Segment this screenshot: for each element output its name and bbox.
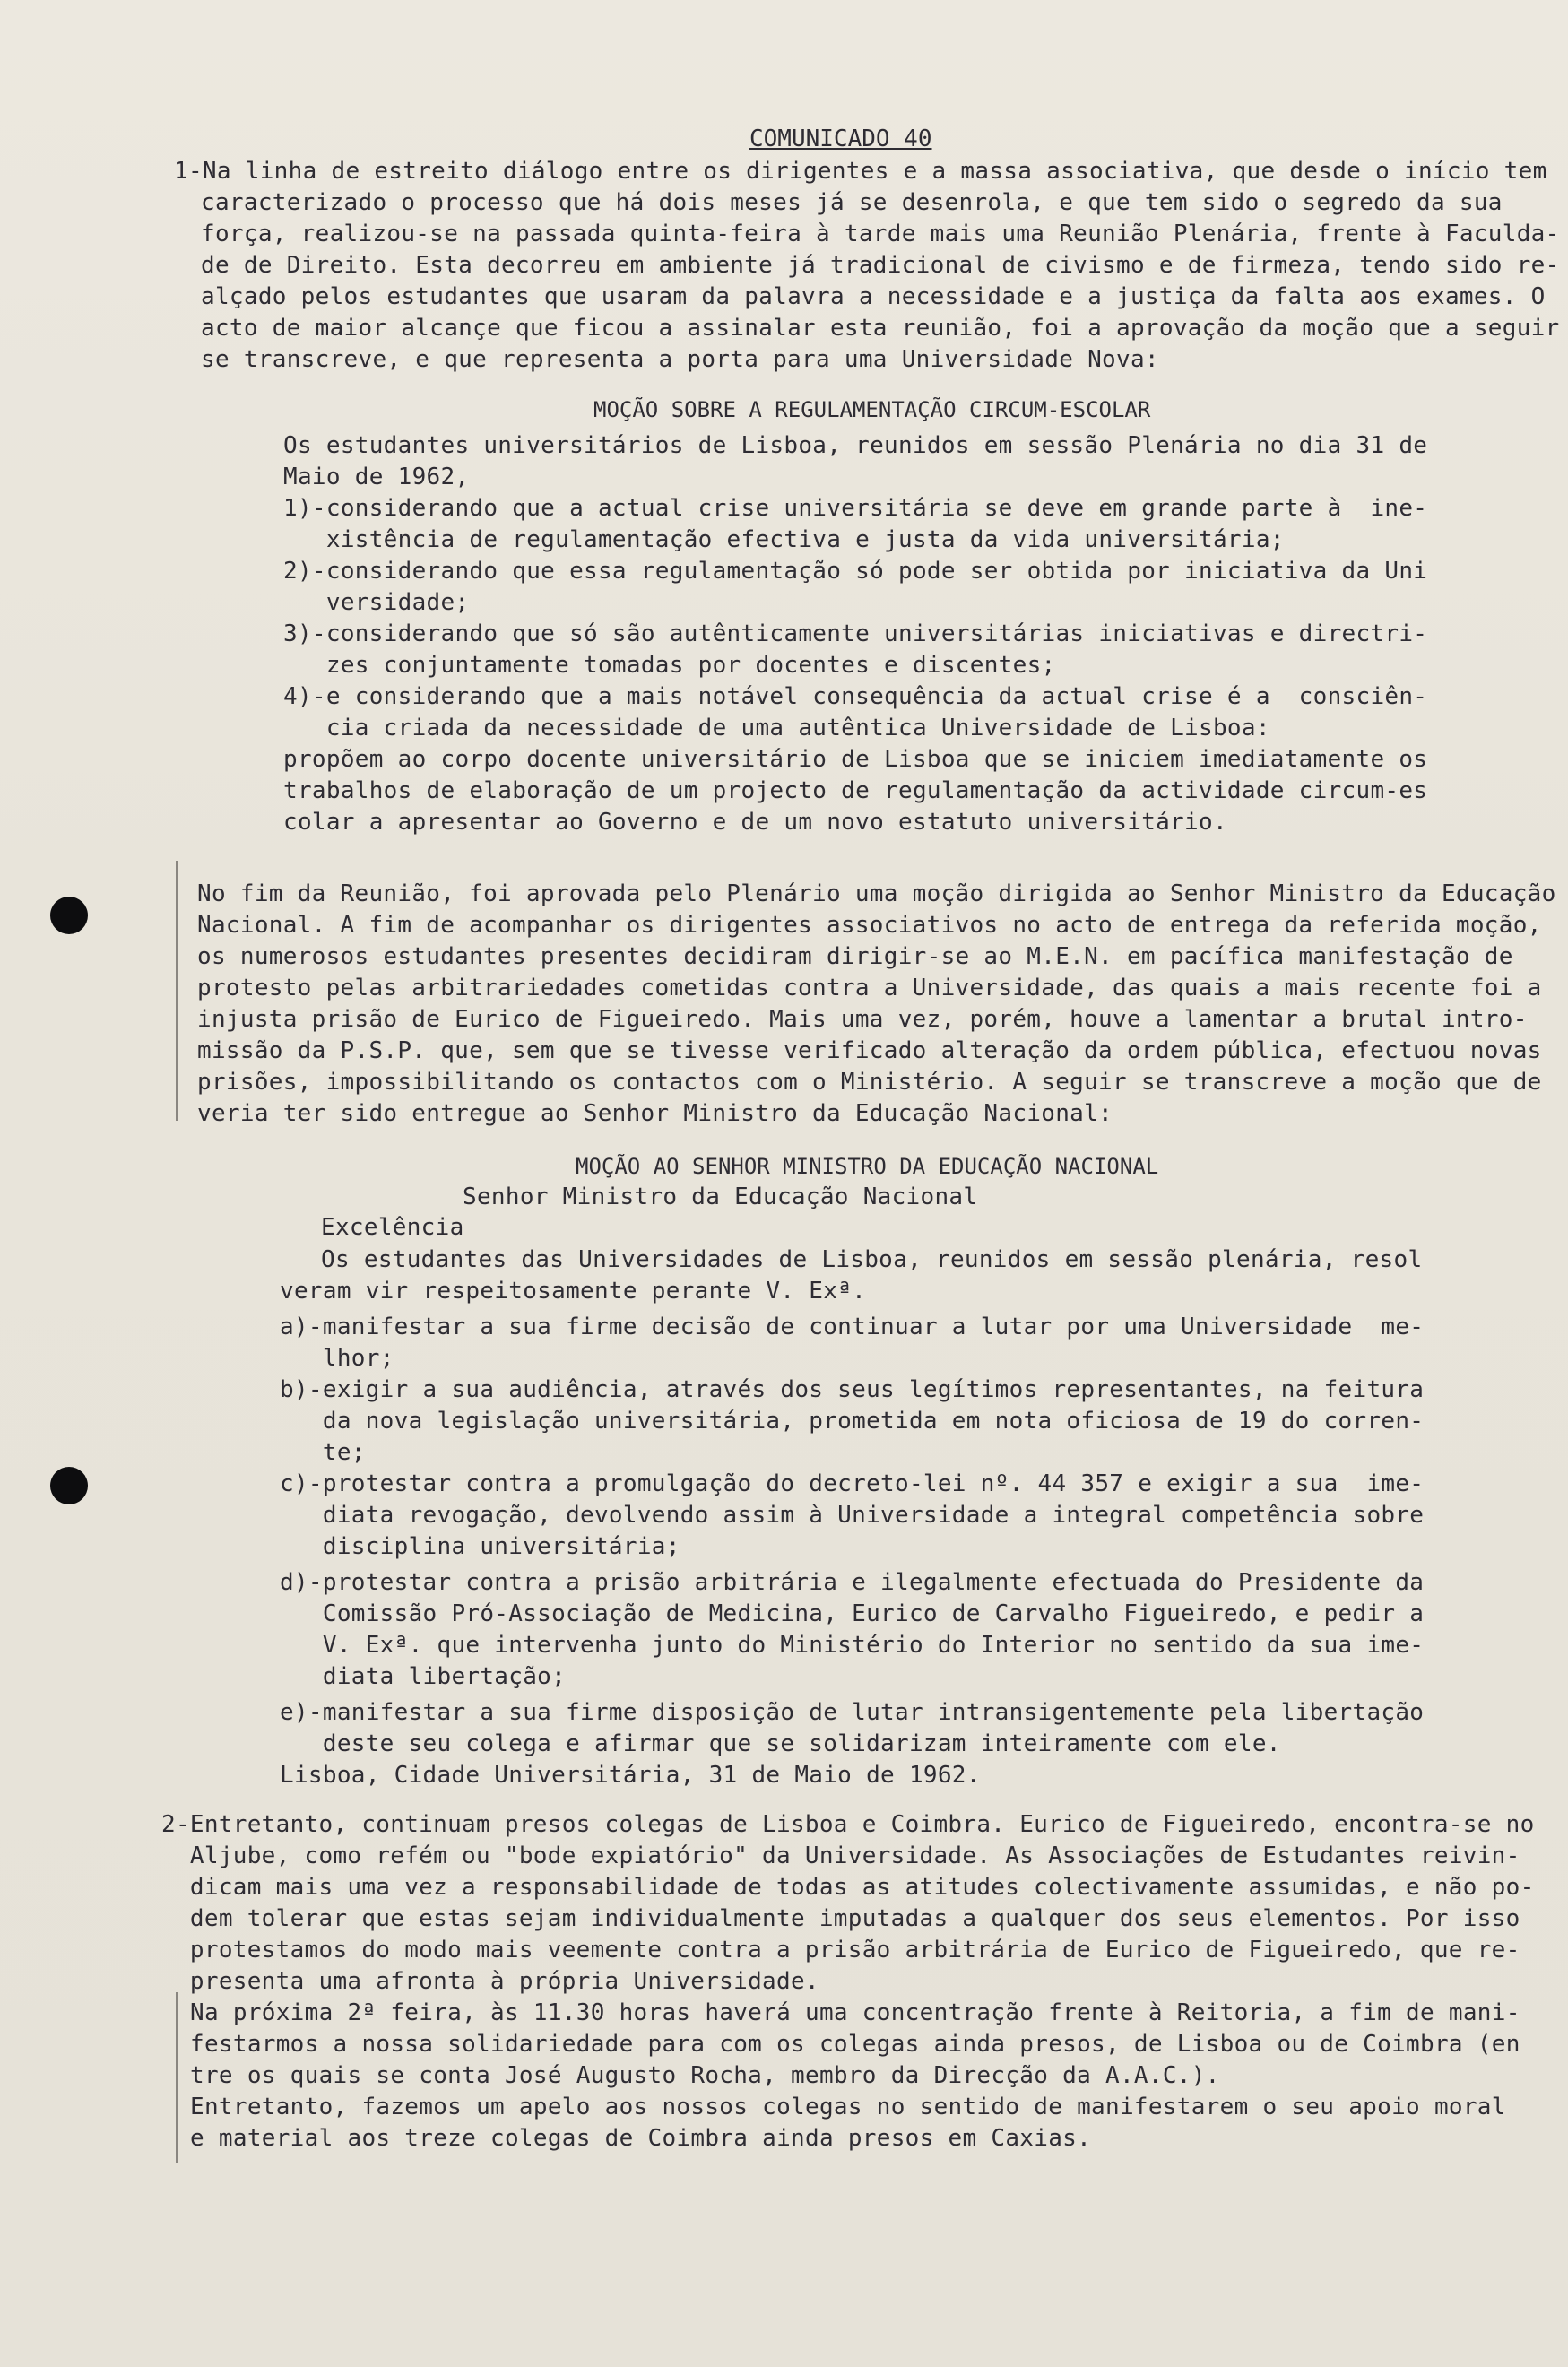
text-line: e material aos treze colegas de Coimbra ainda presos em Caxias. xyxy=(190,2125,1092,2152)
text-line: os numerosos estudantes presentes decidiram dirigir-se ao M.E.N. em pacífica manifestação de xyxy=(197,943,1513,970)
text-line: 2-Entretanto, continuam presos colegas de Lisboa e Coimbra. Eurico de Figueiredo, encontra-se no xyxy=(161,1811,1535,1838)
motion-2-title: MOÇÃO AO SENHOR MINISTRO DA EDUCAÇÃO NACIONAL xyxy=(576,1154,1159,1179)
text-line: caracterizado o processo que há dois meses já se desenrola, e que tem sido o segredo da sua xyxy=(201,189,1503,216)
text-line: tre os quais se conta José Augusto Rocha, membro da Direcção da A.A.C.). xyxy=(190,2062,1220,2089)
text-line: 3)-considerando que só são autênticamente universitárias iniciativas e directri- xyxy=(283,620,1428,647)
margin-mark xyxy=(176,1992,178,2163)
text-line: deste seu colega e afirmar que se solidarizam inteiramente com ele. xyxy=(280,1730,1281,1757)
text-line: festarmos a nossa solidariedade para com os colegas ainda presos, de Lisboa ou de Coimbra (en xyxy=(190,2031,1520,2058)
text-line: a)-manifestar a sua firme decisão de continuar a lutar por uma Universidade me- xyxy=(280,1314,1425,1340)
text-line: missão da P.S.P. que, sem que se tivesse verificado alteração da ordem pública, efectuou novas xyxy=(197,1037,1542,1064)
text-line: protestamos do modo mais veemente contra a prisão arbitrária de Eurico de Figueiredo, que re- xyxy=(161,1937,1520,1964)
text-line: Excelência xyxy=(321,1214,464,1241)
text-line: Lisboa, Cidade Universitária, 31 de Maio de 1962. xyxy=(280,1762,981,1789)
text-line: te; xyxy=(280,1439,366,1466)
text-line: trabalhos de elaboração de um projecto de regulamentação da actividade circum-es xyxy=(283,777,1428,804)
text-line: acto de maior alcançe que ficou a assinalar esta reunião, foi a aprovação da moção que a seguir xyxy=(201,315,1560,342)
text-line: protesto pelas arbitrariedades cometidas contra a Universidade, das quais a mais recente foi a xyxy=(197,975,1542,1001)
text-line: Entretanto, fazemos um apelo aos nossos colegas no sentido de manifestarem o seu apoio moral xyxy=(190,2094,1506,2120)
text-line: força, realizou-se na passada quinta-feira à tarde mais uma Reunião Plenária, frente à Faculda- xyxy=(201,221,1560,247)
margin-mark xyxy=(176,861,178,1121)
text-line: zes conjuntamente tomadas por docentes e discentes; xyxy=(283,652,1056,679)
punch-hole xyxy=(50,897,88,934)
text-line: cia criada da necessidade de uma autêntica Universidade de Lisboa: xyxy=(283,715,1270,741)
text-line: colar a apresentar ao Governo e de um novo estatuto universitário. xyxy=(283,809,1227,836)
text-line: V. Exª. que intervenha junto do Ministério do Interior no sentido da sua ime- xyxy=(280,1632,1425,1659)
text-line: diata revogação, devolvendo assim à Universidade a integral competência sobre xyxy=(280,1502,1425,1529)
text-line: b)-exigir a sua audiência, através dos seus legítimos representantes, na feitura xyxy=(280,1376,1425,1403)
text-line: injusta prisão de Eurico de Figueiredo. Mais uma vez, porém, houve a lamentar a brutal intro- xyxy=(197,1006,1528,1033)
text-line: veram vir respeitosamente perante V. Exª. xyxy=(280,1278,867,1305)
text-line: Os estudantes universitários de Lisboa, reunidos em sessão Plenária no dia 31 de xyxy=(283,432,1428,459)
text-line: xistência de regulamentação efectiva e justa da vida universitária; xyxy=(283,526,1285,553)
text-line: 2)-considerando que essa regulamentação só pode ser obtida por iniciativa da Uni xyxy=(283,558,1428,585)
text-line: se transcreve, e que representa a porta para uma Universidade Nova: xyxy=(201,346,1159,373)
text-line: e)-manifestar a sua firme disposição de lutar intransigentemente pela libertação xyxy=(280,1699,1425,1726)
text-line: Comissão Pró-Associação de Medicina, Eurico de Carvalho Figueiredo, e pedir a xyxy=(280,1600,1425,1627)
text-line: 4)-e considerando que a mais notável consequência da actual crise é a consciên- xyxy=(283,683,1428,710)
motion-1-title: MOÇÃO SOBRE A REGULAMENTAÇÃO CIRCUM-ESCOLAR xyxy=(593,397,1151,422)
text-line: Nacional. A fim de acompanhar os dirigentes associativos no acto de entrega da referida moção, xyxy=(197,912,1542,939)
text-line: disciplina universitária; xyxy=(280,1533,680,1560)
text-line: veria ter sido entregue ao Senhor Ministro da Educação Nacional: xyxy=(197,1100,1113,1127)
text-line: No fim da Reunião, foi aprovada pelo Plenário uma moção dirigida ao Senhor Ministro da Educação xyxy=(197,880,1556,907)
text-line: alçado pelos estudantes que usaram da palavra a necessidade e a justiça da falta aos exames. O xyxy=(201,283,1546,310)
text-line: Na próxima 2ª feira, às 11.30 horas haverá uma concentração frente à Reitoria, a fim de mani- xyxy=(190,1999,1520,2026)
text-line: prisões, impossibilitando os contactos com o Ministério. A seguir se transcreve a moção que de xyxy=(197,1069,1542,1096)
text-line: 1)-considerando que a actual crise universitária se deve em grande parte à ine- xyxy=(283,495,1428,522)
text-line: d)-protestar contra a prisão arbitrária e ilegalmente efectuada do Presidente da xyxy=(280,1569,1425,1596)
text-line: lhor; xyxy=(280,1345,394,1372)
text-line: da nova legislação universitária, prometida em nota oficiosa de 19 do corren- xyxy=(280,1408,1425,1435)
text-line: 1-Na linha de estreito diálogo entre os dirigentes e a massa associativa, que desde o início tem xyxy=(174,158,1547,185)
motion-2-addressee: Senhor Ministro da Educação Nacional xyxy=(463,1184,978,1210)
text-line: propõem ao corpo docente universitário de Lisboa que se iniciem imediatamente os xyxy=(283,746,1428,773)
text-line: Os estudantes das Universidades de Lisboa, reunidos em sessão plenária, resol xyxy=(321,1246,1423,1273)
text-line: Aljube, como refém ou "bode expiatório" da Universidade. As Associações de Estudantes reivin- xyxy=(161,1842,1520,1869)
text-line: de de Direito. Esta decorreu em ambiente já tradicional de civismo e de firmeza, tendo sido re- xyxy=(201,252,1560,279)
punch-hole xyxy=(50,1467,88,1504)
text-line: diata libertação; xyxy=(280,1663,567,1690)
text-line: versidade; xyxy=(283,589,470,616)
text-line: dicam mais uma vez a responsabilidade de todas as atitudes colectivamente assumidas, e não po- xyxy=(161,1874,1535,1901)
text-line: presenta uma afronta à própria Universidade. xyxy=(161,1968,819,1995)
document-title: COMUNICADO 40 xyxy=(749,126,932,152)
text-line: Maio de 1962, xyxy=(283,464,470,490)
text-line: dem tolerar que estas sejam individualmente imputadas a qualquer dos seus elementos. Por isso xyxy=(161,1905,1520,1932)
text-line: c)-protestar contra a promulgação do decreto-lei nº. 44 357 e exigir a sua ime- xyxy=(280,1470,1425,1497)
